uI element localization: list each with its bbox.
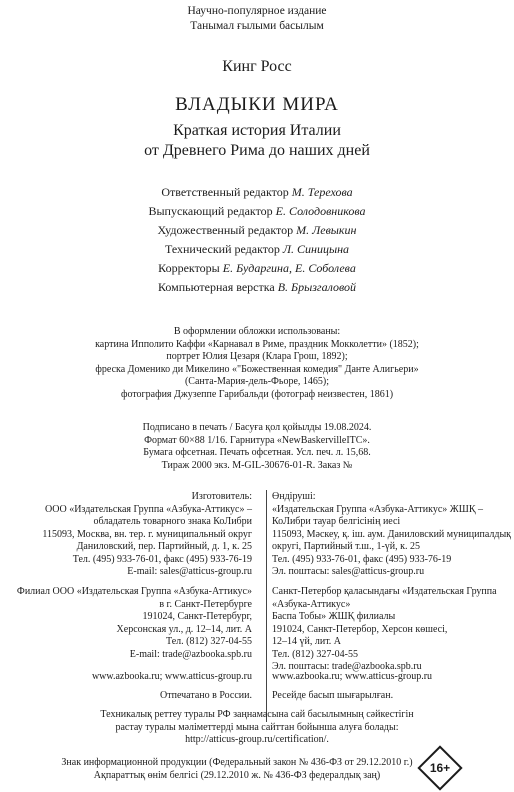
credit-name: Е. Бударгина, Е. Соболева bbox=[222, 261, 356, 275]
manufacturer-label: Изготовитель: bbox=[191, 491, 252, 502]
credit-name: В. Брызгаловой bbox=[277, 280, 357, 294]
certification-url: http://atticus-group.ru/certification/. bbox=[185, 734, 329, 745]
branch-line: Санкт-Петербор қаласындағы «Издательская Группа «Азбука-Аттикус» bbox=[272, 586, 497, 610]
print-info-line: Тираж 2000 экз. M-GIL-30676-01-R. Заказ № bbox=[161, 459, 353, 471]
manufacturer-line: 115093, Мәскеу, қ. іш. аум. Даниловский муниципалдық bbox=[272, 528, 512, 540]
manufacturer-label: Өндіруші: bbox=[272, 491, 316, 502]
print-info bbox=[0, 422, 514, 472]
print-info-line: Формат 60×88 1/16. Гарнитура «NewBaskervilleITC». bbox=[144, 434, 370, 446]
manufacturer-ru bbox=[42, 491, 252, 579]
branch-ru bbox=[17, 586, 252, 661]
branch-line: Херсонская ул., д. 12–14, лит. А bbox=[116, 623, 252, 635]
manufacturer-line: обладатель товарного знака КоЛибри bbox=[93, 516, 252, 527]
branch-email: E-mail: trade@azbooka.spb.ru bbox=[129, 648, 252, 660]
branch-line: 12–14 үй, лит. А bbox=[272, 636, 342, 647]
book-subtitle bbox=[0, 121, 514, 161]
credit-role: Технический редактор bbox=[164, 242, 280, 256]
manufacturer-email: Эл. поштасы: sales@atticus-group.ru bbox=[272, 566, 425, 577]
cover-info-line: В оформлении обложки использованы: bbox=[173, 326, 341, 337]
subtitle-line-1: Краткая история Италии bbox=[173, 122, 341, 139]
manufacturer-line: Тел. (495) 933-76-01, факс (495) 933-76-19 bbox=[72, 553, 252, 565]
manufacturer-line: «Издательская Группа «Азбука-Аттикус» ЖШҚ – bbox=[272, 503, 484, 515]
printed-ru: Отпечатано в России. bbox=[160, 690, 252, 701]
credit-line bbox=[0, 221, 514, 240]
manufacturer-kz bbox=[272, 491, 511, 579]
tech-reg-line: растау туралы мәліметтерді мына сайттан бойынша алуға болады: bbox=[115, 721, 399, 733]
manufacturer-line: 115093, Москва, вн. тер. г. муниципальный округ bbox=[42, 528, 252, 540]
book-title: ВЛАДЫКИ МИРА bbox=[175, 94, 339, 115]
branch-line: Филиал ООО «Издательская Группа «Азбука-Аттикус» bbox=[16, 586, 252, 597]
credit-role: Корректоры bbox=[158, 261, 220, 275]
subtitle-line-2: от Древнего Рима до наших дней bbox=[144, 142, 370, 159]
credit-line bbox=[0, 202, 514, 221]
branch-kz bbox=[272, 586, 514, 674]
credit-role: Выпускающий редактор bbox=[148, 204, 273, 218]
credit-line bbox=[0, 259, 514, 278]
websites-kz: www.azbooka.ru; www.atticus-group.ru bbox=[272, 671, 433, 682]
manufacturer-line: КоЛибри тауар белгісінің иесі bbox=[272, 516, 401, 527]
cover-info-line: фреска Доменико ди Микелино «"Божественная комедия" Данте Алигьери» bbox=[95, 363, 419, 375]
tech-regulation-note bbox=[0, 709, 514, 747]
manufacturer-line: ООО «Издательская Группа «Азбука-Аттикус» – bbox=[45, 503, 252, 515]
cover-info-line: (Санта-Мария-дель-Фьоре, 1465); bbox=[184, 376, 330, 387]
credit-name: Л. Синицына bbox=[282, 242, 350, 256]
branch-line: Баспа Тобы» ЖШҚ филиалы bbox=[272, 611, 396, 622]
branch-line: в г. Санкт-Петербурге bbox=[159, 598, 252, 610]
credit-name: М. Терехова bbox=[291, 185, 353, 199]
product-mark-note bbox=[60, 757, 414, 782]
credit-line bbox=[0, 183, 514, 202]
header bbox=[0, 4, 514, 34]
branch-line: Тел. (812) 327-04-55 bbox=[166, 636, 252, 647]
credit-line bbox=[0, 278, 514, 297]
manufacturer-email: E-mail: sales@atticus-group.ru bbox=[127, 566, 252, 577]
print-info-line: Подписано в печать / Басуға қол қойылды 19.08.2024. bbox=[142, 422, 372, 433]
credit-name: Е. Солодовникова bbox=[275, 204, 366, 218]
column-divider bbox=[266, 490, 267, 722]
branch-line: 191024, Санкт-Петербург, bbox=[142, 611, 252, 622]
manufacturer-line: округі, Партийный т.ш., 1-үй, к. 25 bbox=[272, 541, 420, 552]
print-info-line: Бумага офсетная. Печать офсетная. Усл. печ. л. 15,68. bbox=[143, 447, 371, 458]
age-rating-label: 16+ bbox=[429, 761, 451, 775]
credits-list bbox=[0, 183, 514, 297]
cover-info-line: картина Ипполито Каффи «Карнавал в Риме, праздник Мокколетти» (1852); bbox=[95, 338, 419, 350]
manufacturer-line: Тел. (495) 933-76-01, факс (495) 933-76-19 bbox=[272, 553, 452, 565]
header-line-ru: Научно-популярное издание bbox=[187, 5, 327, 17]
branch-line: Тел. (812) 327-04-55 bbox=[272, 648, 358, 660]
credit-role: Ответственный редактор bbox=[161, 185, 289, 199]
product-mark-line: Знак информационной продукции (Федеральный закон № 436-ФЗ от 29.12.2010 г.) bbox=[61, 757, 413, 768]
cover-info-line: портрет Юлия Цезаря (Клара Грош, 1892); bbox=[166, 351, 348, 362]
credit-role: Компьютерная верстка bbox=[157, 280, 275, 294]
header-line-kz: Танымал ғылыми басылым bbox=[190, 20, 324, 32]
credit-role: Художественный редактор bbox=[157, 223, 294, 237]
manufacturer-line: Даниловский, пер. Партийный, д. 1, к. 25 bbox=[76, 541, 252, 552]
printed-kz: Ресейде басып шығарылған. bbox=[272, 690, 394, 701]
branch-line: 191024, Санкт-Петербор, Херсон көшесі, bbox=[272, 623, 448, 635]
branch-email: Эл. поштасы: trade@azbooka.spb.ru bbox=[272, 661, 422, 672]
credit-name: М. Левыкин bbox=[296, 223, 357, 237]
cover-info bbox=[0, 326, 514, 401]
author-name: Кинг Росс bbox=[222, 58, 292, 75]
websites-ru: www.azbooka.ru; www.atticus-group.ru bbox=[91, 671, 252, 682]
product-mark-line: Ақпараттық өнім белгісі (29.12.2010 ж. № 436-ФЗ федералдық заң) bbox=[93, 769, 381, 781]
cover-info-line: фотография Джузеппе Гарибальди (фотограф неизвестен, 1861) bbox=[120, 388, 394, 400]
tech-reg-line: Техникалық реттеу туралы РФ заңнамасына сай басылымның сәйкестігін bbox=[100, 709, 414, 720]
credit-line bbox=[0, 240, 514, 259]
